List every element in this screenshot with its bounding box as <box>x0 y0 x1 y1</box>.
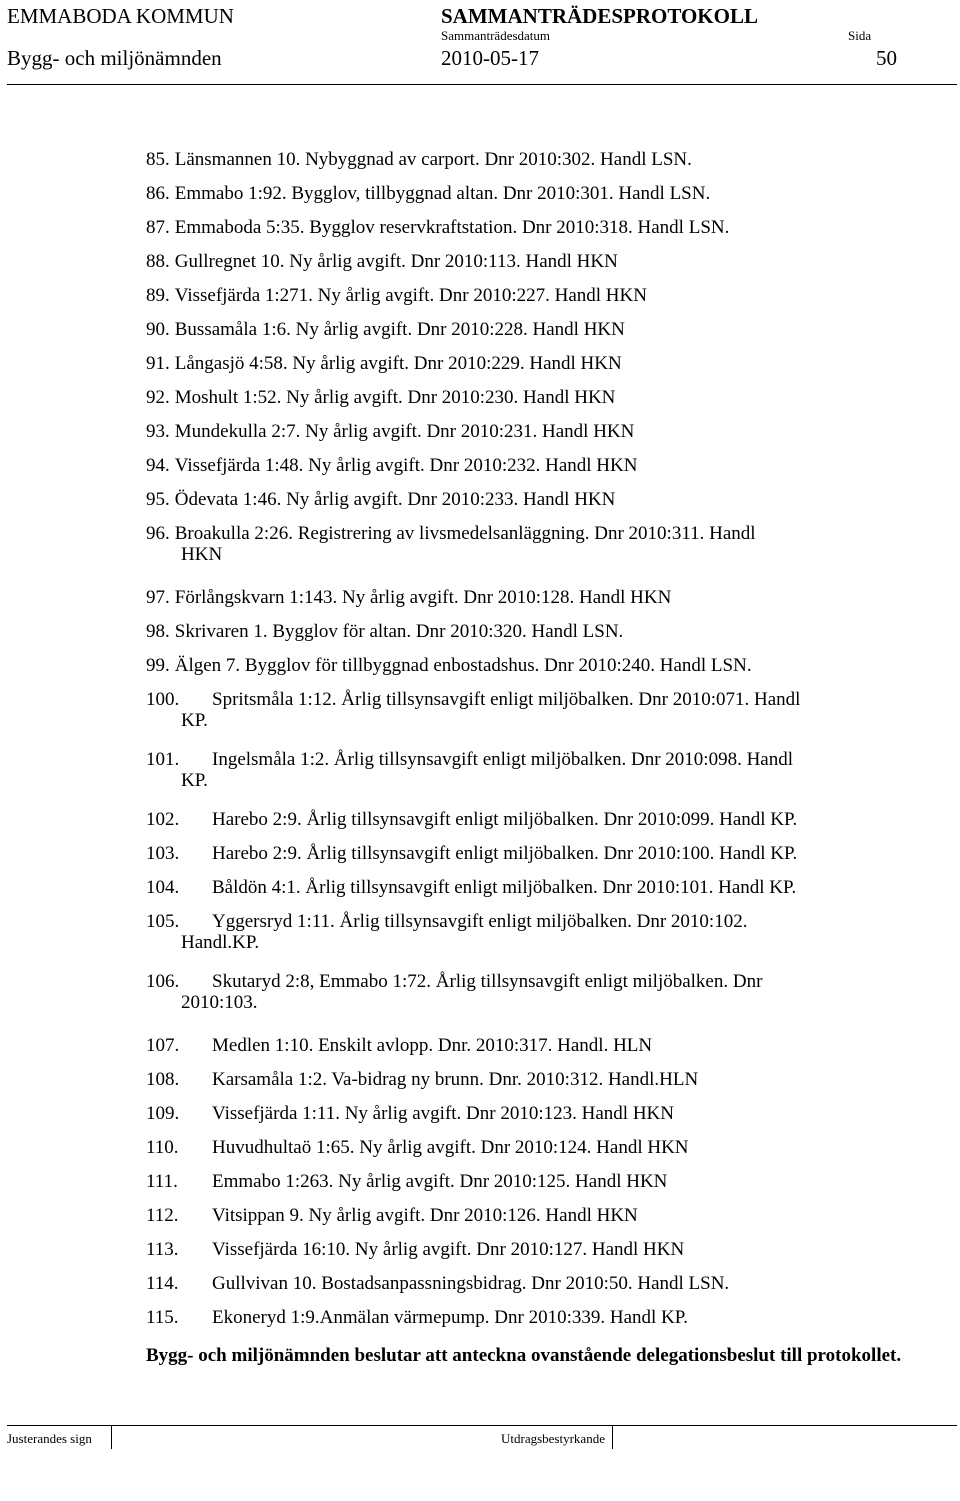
item-number: 113. <box>146 1239 179 1260</box>
item-number: 87. <box>146 217 170 238</box>
item-number: 110. <box>146 1137 179 1158</box>
meeting-date: 2010-05-17 <box>441 46 539 70</box>
list-item <box>146 656 752 677</box>
item-text-continuation: Handl.KP. <box>181 931 260 953</box>
item-text-continuation: 2010:103. <box>181 991 258 1013</box>
list-item <box>146 218 729 239</box>
list-item <box>146 690 800 732</box>
list-item <box>146 1308 688 1329</box>
item-text: Vitsippan 9. Ny årlig avgift. Dnr 2010:126. Handl HKN <box>212 1205 638 1226</box>
item-text: Ingelsmåla 1:2. Årlig tillsynsavgift enligt miljöbalken. Dnr 2010:098. Handl <box>212 749 794 770</box>
item-text: Spritsmåla 1:12. Årlig tillsynsavgift enligt miljöbalken. Dnr 2010:071. Handl <box>212 689 801 710</box>
item-number: 111. <box>146 1171 178 1192</box>
list-item <box>146 1206 638 1227</box>
item-number: 101. <box>146 749 180 770</box>
item-text: Bussamåla 1:6. Ny årlig avgift. Dnr 2010:228. Handl HKN <box>174 319 625 340</box>
item-number: 106. <box>146 971 180 992</box>
item-text-continuation: HKN <box>181 543 223 565</box>
item-number: 107. <box>146 1035 180 1056</box>
item-text: Ekoneryd 1:9.Anmälan värmepump. Dnr 2010:339. Handl KP. <box>212 1307 688 1328</box>
list-item <box>146 844 797 865</box>
item-text: Huvudhultaö 1:65. Ny årlig avgift. Dnr 2010:124. Handl HKN <box>212 1137 689 1158</box>
item-text: Ödevata 1:46. Ny årlig avgift. Dnr 2010:233. Handl HKN <box>174 489 616 510</box>
item-number: 86. <box>146 183 170 204</box>
item-text: Skutaryd 2:8, Emmabo 1:72. Årlig tillsynsavgift enligt miljöbalken. Dnr <box>212 971 763 992</box>
item-text: Emmabo 1:92. Bygglov, tillbyggnad altan. Dnr 2010:301. Handl LSN. <box>174 183 711 204</box>
list-item <box>146 878 796 899</box>
certification-label: Utdragsbestyrkande <box>501 1431 605 1446</box>
list-item <box>146 286 647 307</box>
list-item <box>146 422 634 443</box>
document-type: SAMMANTRÄDESPROTOKOLL <box>441 4 758 28</box>
signature-label: Justerandes sign <box>7 1431 92 1446</box>
item-text: Medlen 1:10. Enskilt avlopp. Dnr. 2010:317. Handl. HLN <box>212 1035 653 1056</box>
item-text: Vissefjärda 16:10. Ny årlig avgift. Dnr 2010:127. Handl HKN <box>212 1239 685 1260</box>
item-number: 108. <box>146 1069 180 1090</box>
item-text: Långasjö 4:58. Ny årlig avgift. Dnr 2010:229. Handl HKN <box>174 353 622 374</box>
item-number: 98. <box>146 621 170 642</box>
item-number: 112. <box>146 1205 179 1226</box>
item-number: 95. <box>146 489 170 510</box>
item-text: Gullregnet 10. Ny årlig avgift. Dnr 2010:113. Handl HKN <box>174 251 618 272</box>
item-number: 91. <box>146 353 170 374</box>
item-text: Mundekulla 2:7. Ny årlig avgift. Dnr 2010:231. Handl HKN <box>174 421 635 442</box>
item-text-continuation: KP. <box>181 709 208 731</box>
item-text: Emmaboda 5:35. Bygglov reservkraftstation. Dnr 2010:318. Handl LSN. <box>174 217 730 238</box>
list-item <box>146 972 762 1014</box>
header-divider <box>7 84 957 85</box>
item-number: 109. <box>146 1103 180 1124</box>
list-item <box>146 1240 684 1261</box>
item-text: Broakulla 2:26. Registrering av livsmedelsanläggning. Dnr 2010:311. Handl <box>174 523 756 544</box>
item-text: Vissefjärda 1:48. Ny årlig avgift. Dnr 2010:232. Handl HKN <box>174 455 638 476</box>
list-item <box>146 750 793 792</box>
list-item <box>146 810 797 831</box>
date-label: Sammanträdesdatum <box>441 28 551 43</box>
list-item <box>146 490 615 511</box>
item-text: Harebo 2:9. Årlig tillsynsavgift enligt miljöbalken. Dnr 2010:100. Handl KP. <box>212 843 798 864</box>
item-number: 89. <box>146 285 170 306</box>
list-item <box>146 622 623 643</box>
item-number: 103. <box>146 843 180 864</box>
list-item <box>146 1138 689 1159</box>
item-number: 93. <box>146 421 170 442</box>
item-text: Länsmannen 10. Nybyggnad av carport. Dnr 2010:302. Handl LSN. <box>174 149 692 170</box>
item-text: Vissefjärda 1:11. Ny årlig avgift. Dnr 2010:123. Handl HKN <box>212 1103 674 1124</box>
item-number: 102. <box>146 809 180 830</box>
list-item <box>146 524 756 566</box>
item-number: 115. <box>146 1307 179 1328</box>
list-item <box>146 588 671 609</box>
item-number: 92. <box>146 387 170 408</box>
list-item <box>146 320 625 341</box>
list-item <box>146 150 692 171</box>
list-item <box>146 1172 667 1193</box>
list-item <box>146 184 710 205</box>
item-text: Yggersryd 1:11. Årlig tillsynsavgift enligt miljöbalken. Dnr 2010:102. <box>212 911 748 932</box>
committee-name: Bygg- och miljönämnden <box>7 46 222 70</box>
item-number: 96. <box>146 523 170 544</box>
list-item <box>146 354 622 375</box>
item-text-continuation: KP. <box>181 769 208 791</box>
item-number: 104. <box>146 877 180 898</box>
item-number: 105. <box>146 911 180 932</box>
page-label: Sida <box>848 28 872 43</box>
item-text: Älgen 7. Bygglov för tillbyggnad enbostadshus. Dnr 2010:240. Handl LSN. <box>174 655 752 676</box>
item-text: Emmabo 1:263. Ny årlig avgift. Dnr 2010:125. Handl HKN <box>212 1171 668 1192</box>
item-text: Förlångskvarn 1:143. Ny årlig avgift. Dnr 2010:128. Handl HKN <box>174 587 672 608</box>
item-number: 100. <box>146 689 180 710</box>
item-text: Vissefjärda 1:271. Ny årlig avgift. Dnr 2010:227. Handl HKN <box>174 285 647 306</box>
item-number: 94. <box>146 455 170 476</box>
item-text: Harebo 2:9. Årlig tillsynsavgift enligt miljöbalken. Dnr 2010:099. Handl KP. <box>212 809 798 830</box>
item-text: Karsamåla 1:2. Va-bidrag ny brunn. Dnr. 2010:312. Handl.HLN <box>212 1069 699 1090</box>
list-item <box>146 1274 729 1295</box>
item-number: 88. <box>146 251 170 272</box>
item-number: 97. <box>146 587 170 608</box>
signature-box <box>111 1425 502 1449</box>
list-item <box>146 456 637 477</box>
list-item <box>146 1036 652 1057</box>
item-text: Gullvivan 10. Bostadsanpassningsbidrag. Dnr 2010:50. Handl LSN. <box>212 1273 730 1294</box>
organization-name: EMMABODA KOMMUN <box>7 4 234 28</box>
item-text: Båldön 4:1. Årlig tillsynsavgift enligt miljöbalken. Dnr 2010:101. Handl KP. <box>212 877 797 898</box>
item-text: Moshult 1:52. Ny årlig avgift. Dnr 2010:230. Handl HKN <box>174 387 616 408</box>
list-item <box>146 1104 674 1125</box>
page-header <box>0 0 960 90</box>
list-item <box>146 1070 698 1091</box>
page-number: 50 <box>876 46 897 70</box>
item-number: 114. <box>146 1273 179 1294</box>
certification-box <box>612 1425 613 1449</box>
conclusion-text: Bygg- och miljönämnden beslutar att anteckna ovanstående delegationsbeslut till protokollet. <box>146 1345 902 1366</box>
item-number: 90. <box>146 319 170 340</box>
list-item <box>146 912 747 954</box>
list-item <box>146 252 618 273</box>
list-item <box>146 388 615 409</box>
item-number: 99. <box>146 655 170 676</box>
item-number: 85. <box>146 149 170 170</box>
item-text: Skrivaren 1. Bygglov för altan. Dnr 2010:320. Handl LSN. <box>174 621 624 642</box>
